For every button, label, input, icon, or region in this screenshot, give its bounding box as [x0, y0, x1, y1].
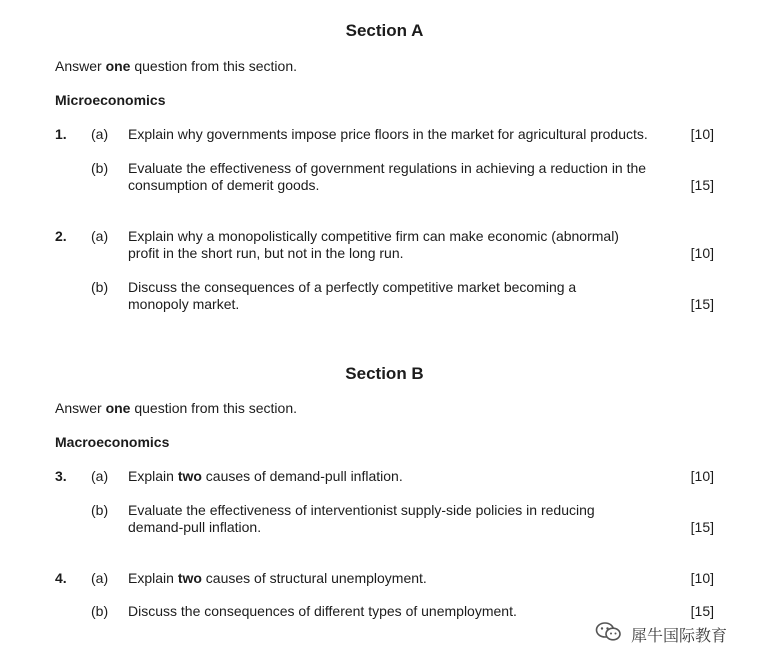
marks: [15] [690, 296, 714, 312]
question-text: Explain two causes of demand-pull inflation. [128, 468, 403, 484]
marks: [10] [690, 468, 714, 484]
question-text: Explain why governments impose price floors in the market for agricultural products. [128, 126, 648, 142]
part-label: (b) [91, 279, 109, 295]
question-text: Explain why a monopolistically competitive firm can make economic (abnormal) profit in the short run, but not in the long run. [128, 228, 619, 261]
wechat-icon [595, 621, 623, 647]
part-label: (a) [91, 228, 109, 244]
section-a-heading: Microeconomics [55, 92, 166, 108]
marks: [15] [690, 603, 714, 619]
question-text: Discuss the consequences of different types of unemployment. [128, 603, 517, 619]
question-text: Explain two causes of structural unemployment. [128, 570, 427, 586]
part-label: (b) [91, 160, 109, 176]
part-label: (a) [91, 126, 109, 142]
marks: [15] [690, 519, 714, 535]
section-a-title: Section A [345, 21, 424, 40]
section-a-instruction: Answer one question from this section. [55, 58, 297, 74]
part-label: (a) [91, 570, 109, 586]
question-text: Evaluate the effectiveness of interventionist supply-side policies in reducing demand-pull inflation. [128, 502, 595, 535]
marks: [15] [690, 177, 714, 193]
section-b-heading: Macroeconomics [55, 434, 170, 450]
watermark [595, 622, 727, 646]
section-b-instruction: Answer one question from this section. [55, 400, 297, 416]
question-text: Evaluate the effectiveness of government regulations in achieving a reduction in the consumption of demerit goods. [128, 160, 647, 193]
marks: [10] [690, 245, 714, 261]
part-label: (a) [91, 468, 109, 484]
marks: [10] [690, 570, 714, 586]
question-number: 4. [55, 570, 67, 586]
part-label: (b) [91, 603, 109, 619]
part-label: (b) [91, 502, 109, 518]
question-number: 2. [55, 228, 67, 244]
watermark-text: 犀牛国际教育 [631, 625, 728, 645]
question-text: Discuss the consequences of a perfectly competitive market becoming a monopoly market. [128, 279, 577, 312]
section-b-title: Section B [345, 364, 424, 383]
marks: [10] [690, 126, 714, 142]
question-number: 1. [55, 126, 67, 142]
question-number: 3. [55, 468, 67, 484]
